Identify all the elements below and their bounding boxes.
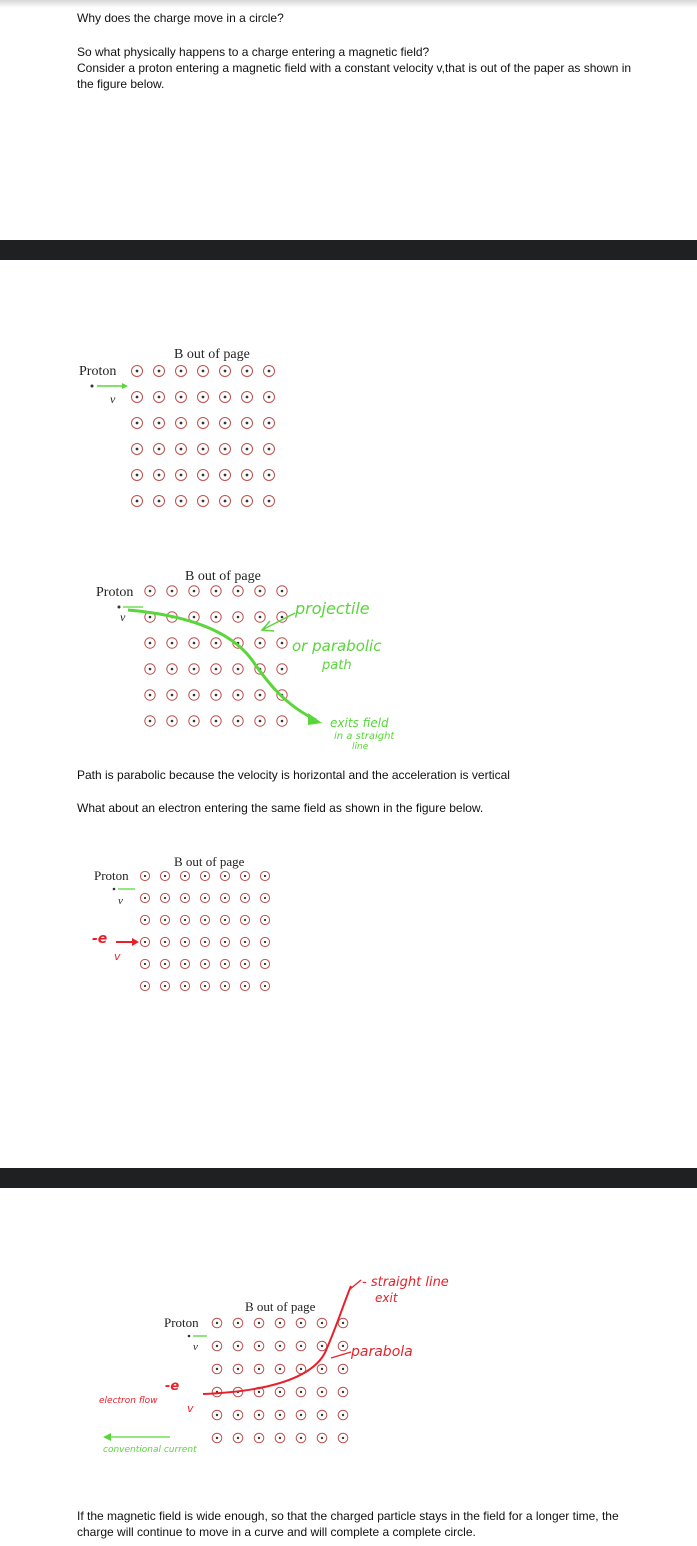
field-dot-center — [202, 370, 205, 373]
field-dot-center — [164, 941, 166, 943]
annotation-pointer-head — [262, 621, 274, 631]
field-dot-center — [193, 668, 196, 671]
field-dot-center — [342, 1368, 344, 1370]
field-dot-center — [164, 963, 166, 965]
field-dot-center — [144, 985, 146, 987]
field-dot-grid — [132, 366, 275, 507]
field-dot-center — [246, 448, 249, 451]
field-dot-center — [180, 474, 183, 477]
field-dot-center — [171, 720, 174, 723]
figure-proton-field — [70, 335, 300, 525]
field-dot-center — [202, 422, 205, 425]
field-dot-center — [321, 1437, 323, 1439]
field-dot-center — [204, 963, 206, 965]
field-dot-center — [237, 694, 240, 697]
page-divider — [0, 1168, 697, 1188]
field-dot-center — [193, 590, 196, 593]
field-dot-center — [237, 1345, 239, 1347]
field-dot-center — [258, 1391, 260, 1393]
proton-label: Proton — [79, 364, 117, 379]
field-dot-center — [149, 668, 152, 671]
field-dot-center — [224, 963, 226, 965]
field-dot-center — [258, 1322, 260, 1324]
field-dot-center — [279, 1368, 281, 1370]
projectile-note: projectile — [295, 599, 370, 618]
field-dot-center — [144, 919, 146, 921]
field-label: B out of page — [174, 854, 245, 869]
parabolic-explanation: Path is parabolic because the velocity is horizontal and the acceleration is vertical — [77, 768, 510, 782]
field-dot-center — [158, 500, 161, 503]
field-dot-center — [164, 919, 166, 921]
field-dot-center — [184, 919, 186, 921]
field-dot-center — [180, 448, 183, 451]
field-dot-grid — [140, 871, 269, 990]
exits-note: exits field — [330, 716, 389, 730]
field-dot-center — [237, 1368, 239, 1370]
section-heading: Why does the charge move in a circle? — [77, 11, 284, 25]
field-dot-center — [300, 1368, 302, 1370]
field-dot-center — [264, 985, 266, 987]
field-dot-center — [202, 474, 205, 477]
figure-electron-path — [95, 1270, 515, 1480]
field-dot-center — [259, 720, 262, 723]
field-dot-center — [180, 396, 183, 399]
field-dot-center — [224, 875, 226, 877]
path-note: path — [322, 658, 352, 673]
field-label: B out of page — [174, 347, 250, 362]
field-dot-center — [202, 448, 205, 451]
field-dot-center — [224, 985, 226, 987]
field-dot-center — [144, 941, 146, 943]
field-dot-center — [158, 422, 161, 425]
velocity-label: v — [193, 1341, 198, 1353]
field-dot-center — [171, 668, 174, 671]
field-dot-center — [279, 1437, 281, 1439]
field-dot-center — [224, 396, 227, 399]
figure-proton-path — [90, 555, 440, 752]
field-dot-center — [246, 474, 249, 477]
field-dot-center — [237, 1322, 239, 1324]
field-dot-center — [342, 1345, 344, 1347]
line-note: line — [352, 742, 369, 752]
field-dot-center — [149, 616, 152, 619]
field-dot-center — [259, 694, 262, 697]
field-dot-center — [321, 1368, 323, 1370]
parabolic-note: or parabolic — [292, 637, 382, 655]
proton-dot — [91, 385, 94, 388]
field-dot-center — [259, 616, 262, 619]
intro-text: Consider a proton entering a magnetic field with a constant velocity v,that is out of the paper as shown in the figure below. — [77, 61, 632, 91]
field-dot-center — [158, 474, 161, 477]
parabola-note: parabola — [351, 1344, 413, 1360]
field-dot-center — [202, 500, 205, 503]
electron-velocity-label: v — [187, 1402, 194, 1415]
figure-electron-field — [88, 850, 278, 1000]
field-dot-center — [184, 897, 186, 899]
field-label: B out of page — [185, 569, 261, 584]
field-dot-center — [136, 474, 139, 477]
field-dot-center — [258, 1368, 260, 1370]
field-dot-center — [264, 875, 266, 877]
straight-line-note: - straight line — [362, 1275, 449, 1290]
proton-dot — [188, 1335, 191, 1338]
field-dot-center — [279, 1414, 281, 1416]
field-dot-center — [136, 448, 139, 451]
field-dot-center — [136, 500, 139, 503]
field-dot-center — [216, 1414, 218, 1416]
proton-dot — [113, 888, 116, 891]
field-dot-center — [136, 396, 139, 399]
field-dot-center — [158, 396, 161, 399]
conventional-current-note: conventional current — [103, 1445, 197, 1455]
proton-dot — [118, 606, 121, 609]
field-dot-center — [215, 694, 218, 697]
field-dot-center — [144, 875, 146, 877]
field-dot-center — [244, 875, 246, 877]
field-dot-center — [149, 720, 152, 723]
field-dot-center — [258, 1414, 260, 1416]
field-dot-center — [184, 985, 186, 987]
straight-note: in a straight — [334, 731, 395, 742]
electron-question: What about an electron entering the same field as shown in the figure below. — [77, 801, 484, 815]
field-dot-center — [244, 941, 246, 943]
field-dot-center — [237, 616, 240, 619]
field-dot-center — [215, 590, 218, 593]
field-dot-center — [149, 694, 152, 697]
field-dot-center — [268, 396, 271, 399]
field-dot-center — [202, 396, 205, 399]
field-dot-center — [216, 1368, 218, 1370]
field-dot-center — [237, 1414, 239, 1416]
field-dot-center — [215, 642, 218, 645]
field-dot-center — [268, 500, 271, 503]
field-dot-center — [264, 897, 266, 899]
current-arrowhead — [103, 1433, 111, 1441]
field-dot-center — [136, 370, 139, 373]
field-dot-center — [158, 370, 161, 373]
velocity-label: v — [110, 392, 116, 406]
field-dot-center — [244, 963, 246, 965]
field-dot-center — [268, 448, 271, 451]
field-dot-center — [300, 1345, 302, 1347]
velocity-label: v — [120, 610, 126, 624]
field-dot-center — [215, 616, 218, 619]
field-dot-center — [180, 500, 183, 503]
field-dot-center — [204, 919, 206, 921]
field-dot-center — [258, 1437, 260, 1439]
field-dot-center — [193, 720, 196, 723]
field-dot-center — [246, 396, 249, 399]
field-dot-center — [184, 963, 186, 965]
field-dot-center — [204, 985, 206, 987]
field-dot-center — [237, 720, 240, 723]
field-dot-center — [149, 642, 152, 645]
field-dot-center — [268, 422, 271, 425]
parabola-pointer — [331, 1352, 351, 1358]
field-dot-center — [244, 985, 246, 987]
field-dot-center — [300, 1414, 302, 1416]
field-dot-center — [342, 1322, 344, 1324]
field-dot-center — [300, 1391, 302, 1393]
field-dot-center — [216, 1322, 218, 1324]
field-dot-center — [237, 668, 240, 671]
electron-arrowhead — [132, 938, 139, 946]
field-dot-center — [279, 1391, 281, 1393]
field-dot-center — [259, 642, 262, 645]
field-dot-center — [204, 941, 206, 943]
electron-charge-label: -e — [165, 1379, 180, 1394]
field-dot-center — [193, 616, 196, 619]
field-dot-center — [342, 1391, 344, 1393]
field-dot-center — [246, 422, 249, 425]
exit-note: exit — [375, 1291, 398, 1305]
field-dot-center — [193, 694, 196, 697]
field-dot-center — [215, 668, 218, 671]
field-dot-center — [258, 1345, 260, 1347]
field-dot-center — [171, 694, 174, 697]
field-dot-center — [224, 941, 226, 943]
field-dot-grid — [212, 1318, 348, 1443]
field-dot-center — [184, 941, 186, 943]
conclusion-text: If the magnetic field is wide enough, so that the charged particle stays in the field for a longer time, the charge will continue to move in a curve and will complete a complete circle. — [77, 1509, 619, 1539]
field-label: B out of page — [245, 1299, 316, 1314]
field-dot-center — [158, 448, 161, 451]
field-dot-center — [204, 897, 206, 899]
straight-line-pointer — [349, 1280, 361, 1290]
field-dot-center — [279, 1322, 281, 1324]
field-dot-center — [184, 875, 186, 877]
proton-label: Proton — [164, 1315, 199, 1330]
field-dot-center — [215, 720, 218, 723]
field-dot-center — [268, 370, 271, 373]
field-dot-center — [259, 590, 262, 593]
field-dot-center — [246, 500, 249, 503]
field-dot-center — [300, 1437, 302, 1439]
path-arrowhead — [308, 713, 322, 725]
field-dot-center — [224, 500, 227, 503]
field-dot-center — [321, 1345, 323, 1347]
field-dot-center — [300, 1322, 302, 1324]
field-dot-center — [321, 1322, 323, 1324]
field-dot-center — [216, 1437, 218, 1439]
field-dot-center — [321, 1414, 323, 1416]
field-dot-center — [244, 897, 246, 899]
field-dot-center — [224, 370, 227, 373]
top-shade — [0, 0, 697, 8]
field-dot-center — [281, 590, 284, 593]
field-dot-center — [224, 448, 227, 451]
electron-flow-note: electron flow — [99, 1396, 158, 1406]
velocity-arrowhead — [122, 383, 128, 389]
intro-question: So what physically happens to a charge entering a magnetic field? — [77, 45, 430, 59]
field-dot-center — [180, 422, 183, 425]
field-dot-center — [171, 642, 174, 645]
field-dot-center — [321, 1391, 323, 1393]
page-divider — [0, 240, 697, 260]
electron-velocity-label: v — [114, 950, 121, 963]
field-dot-center — [193, 642, 196, 645]
field-dot-center — [264, 941, 266, 943]
field-dot-center — [180, 370, 183, 373]
field-dot-center — [204, 875, 206, 877]
field-dot-grid — [145, 586, 287, 726]
field-dot-center — [164, 875, 166, 877]
field-dot-center — [224, 897, 226, 899]
field-dot-center — [224, 422, 227, 425]
field-dot-center — [268, 474, 271, 477]
field-dot-center — [279, 1345, 281, 1347]
field-dot-center — [246, 370, 249, 373]
field-dot-center — [264, 963, 266, 965]
field-dot-center — [216, 1345, 218, 1347]
field-dot-center — [224, 919, 226, 921]
field-dot-center — [171, 590, 174, 593]
field-dot-center — [237, 590, 240, 593]
field-dot-center — [264, 919, 266, 921]
electron-charge-label: -e — [92, 931, 108, 947]
field-dot-center — [136, 422, 139, 425]
field-dot-center — [164, 985, 166, 987]
field-dot-center — [342, 1437, 344, 1439]
field-dot-center — [164, 897, 166, 899]
field-dot-center — [244, 919, 246, 921]
annotation-pointer — [262, 613, 295, 630]
field-dot-center — [237, 1437, 239, 1439]
field-dot-center — [224, 474, 227, 477]
field-dot-center — [281, 642, 284, 645]
field-dot-center — [144, 897, 146, 899]
field-dot-center — [281, 720, 284, 723]
proton-label: Proton — [96, 585, 134, 600]
proton-label: Proton — [94, 868, 129, 883]
field-dot-center — [144, 963, 146, 965]
parabolic-path — [128, 610, 316, 720]
velocity-label: v — [118, 895, 123, 907]
field-dot-center — [342, 1414, 344, 1416]
field-dot-center — [149, 590, 152, 593]
field-dot-center — [281, 668, 284, 671]
field-dot-center — [281, 616, 284, 619]
